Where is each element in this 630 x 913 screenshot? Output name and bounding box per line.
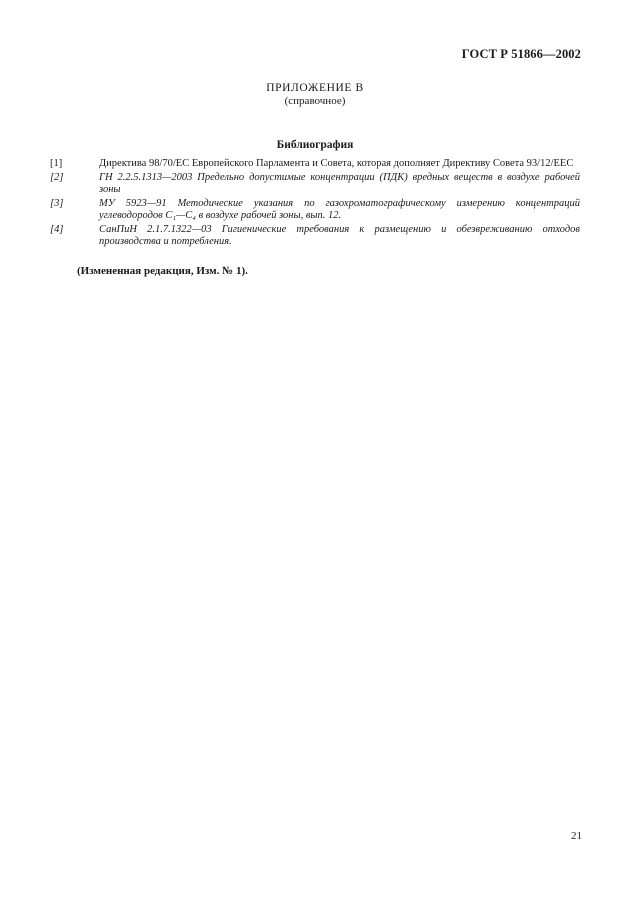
page-number: 21 — [571, 830, 582, 842]
bibliography-entry — [0, 198, 630, 223]
bibliography-entry-text: ГН 2.2.5.1313—2003 Предельно допустимые концентрации (ПДК) вредных веществ в воздухе рабочей зоны — [99, 171, 580, 195]
bibliography-list — [0, 158, 630, 249]
appendix-subtitle: (справочное) — [284, 95, 346, 107]
bibliography-entry — [0, 158, 630, 171]
bibliography-entry-number: [3] — [50, 197, 64, 209]
bibliography-entry-number: [1] — [50, 158, 63, 169]
appendix-title: ПРИЛОЖЕНИЕ В — [266, 82, 364, 94]
amendment-note: (Измененная редакция, Изм. № 1). — [77, 265, 248, 277]
standard-code-header: ГОСТ Р 51866—2002 — [461, 47, 581, 61]
bibliography-entry-text: Директива 98/70/EC Европейского Парламента и Совета, которая дополняет Директиву Совета 93/12/EEC — [99, 158, 574, 169]
bibliography-entry — [0, 172, 630, 197]
bibliography-heading: Библиография — [276, 139, 354, 151]
bibliography-entry — [0, 224, 630, 249]
bibliography-entry-number: [2] — [50, 171, 64, 183]
bibliography-entry-number: [4] — [50, 223, 64, 235]
bibliography-entry-text: МУ 5923—91 Методические указания по газохроматографическому измерению концентраций углеводородов С₁—С₄ в воздухе рабочей зоны, вып. 12. — [99, 197, 580, 221]
bibliography-entry-text: СанПиН 2.1.7.1322—03 Гигиенические требования к размещению и обезвреживанию отходов производства и потребления. — [99, 223, 580, 247]
